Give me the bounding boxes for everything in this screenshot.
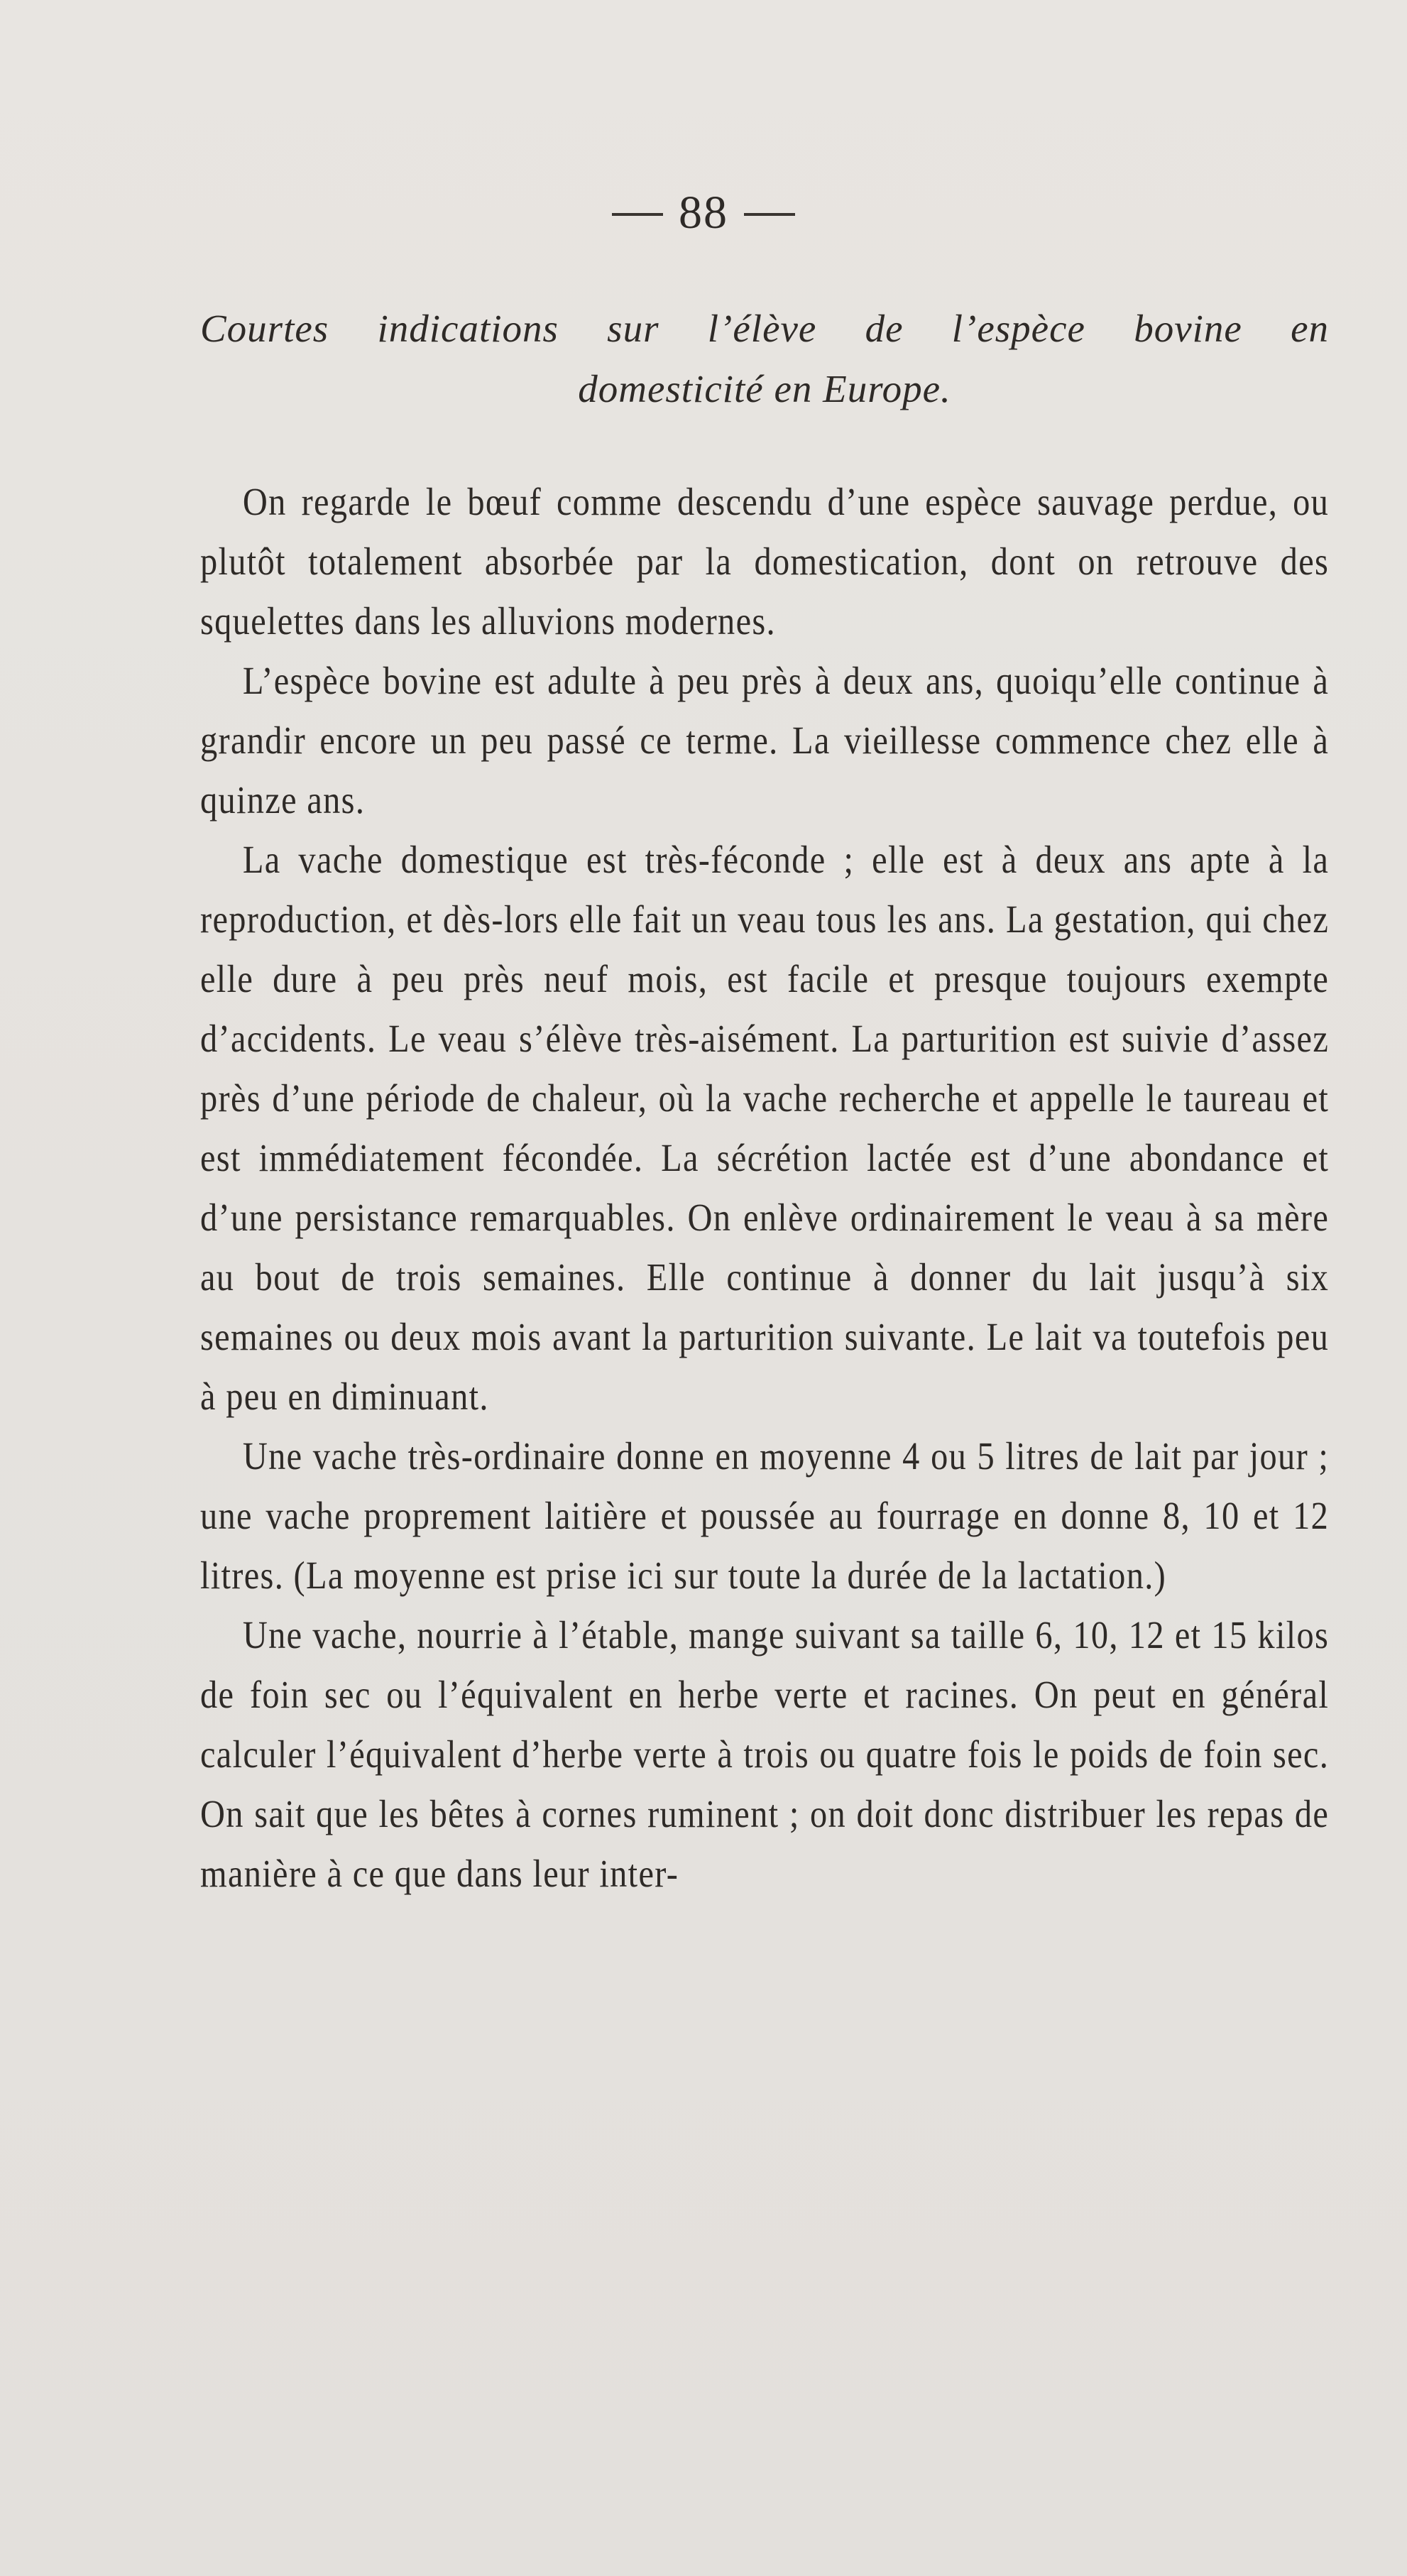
page-number-text: 88 bbox=[679, 187, 728, 239]
paragraph-2: L’espèce bovine est adulte à peu près à deux ans, quoiqu’elle continue à grandir encore un peu passé ce terme. La vieillesse commence chez elle à quinze ans. bbox=[200, 659, 1330, 822]
section-heading bbox=[200, 298, 1329, 419]
left-dash bbox=[612, 213, 663, 216]
page-content bbox=[200, 298, 1329, 1904]
paragraph-5: Une vache, nourrie à l’étable, mange suivant sa taille 6, 10, 12 et 15 kilos de foin sec ou l’équivalent en herbe verte et racines. On peut en général calculer l’équivalent d’herbe verte à trois ou quatre fois le poids de foin sec. On sait que les bêtes à cornes ruminent ; on doit donc distribuer les repas de manière à ce que dans leur inter- bbox=[200, 1613, 1330, 1895]
right-dash bbox=[744, 213, 795, 216]
heading-line-2: domesticité en Europe. bbox=[578, 367, 951, 410]
paragraph-3: La vache domestique est très-féconde ; elle est à deux ans apte à la reproduction, et dès-lors elle fait un veau tous les ans. La gestation, qui chez elle dure à peu près neuf mois, est facile et presque toujours exempte d’accidents. Le veau s’élève très-aisément. La parturition est suivie d’assez près d’une période de chaleur, où la vache recherche et appelle le taureau et est immédiatement fécondée. La sécrétion lactée est d’une abondance et d’une persistance remarquables. On enlève ordinairement le veau à sa mère au bout de trois semaines. Elle continue à donner du lait jusqu’à six semaines ou deux mois avant la parturition suivante. Le lait va toutefois peu à peu en diminuant. bbox=[200, 838, 1330, 1418]
paragraph-4: Une vache très-ordinaire donne en moyenne 4 ou 5 litres de lait par jour ; une vache proprement laitière et poussée au fourrage en donne 8, 10 et 12 litres. (La moyenne est prise ici sur toute la durée de la lactation.) bbox=[200, 1434, 1330, 1597]
heading-line-1: Courtes indications sur l’élève de l’espèce bovine en bbox=[200, 307, 1329, 350]
paragraph-1: On regarde le bœuf comme descendu d’une espèce sauvage perdue, ou plutôt totalement absorbée par la domestication, dont on retrouve des squelettes dans les alluvions modernes. bbox=[200, 480, 1330, 643]
page-number bbox=[0, 186, 1407, 240]
